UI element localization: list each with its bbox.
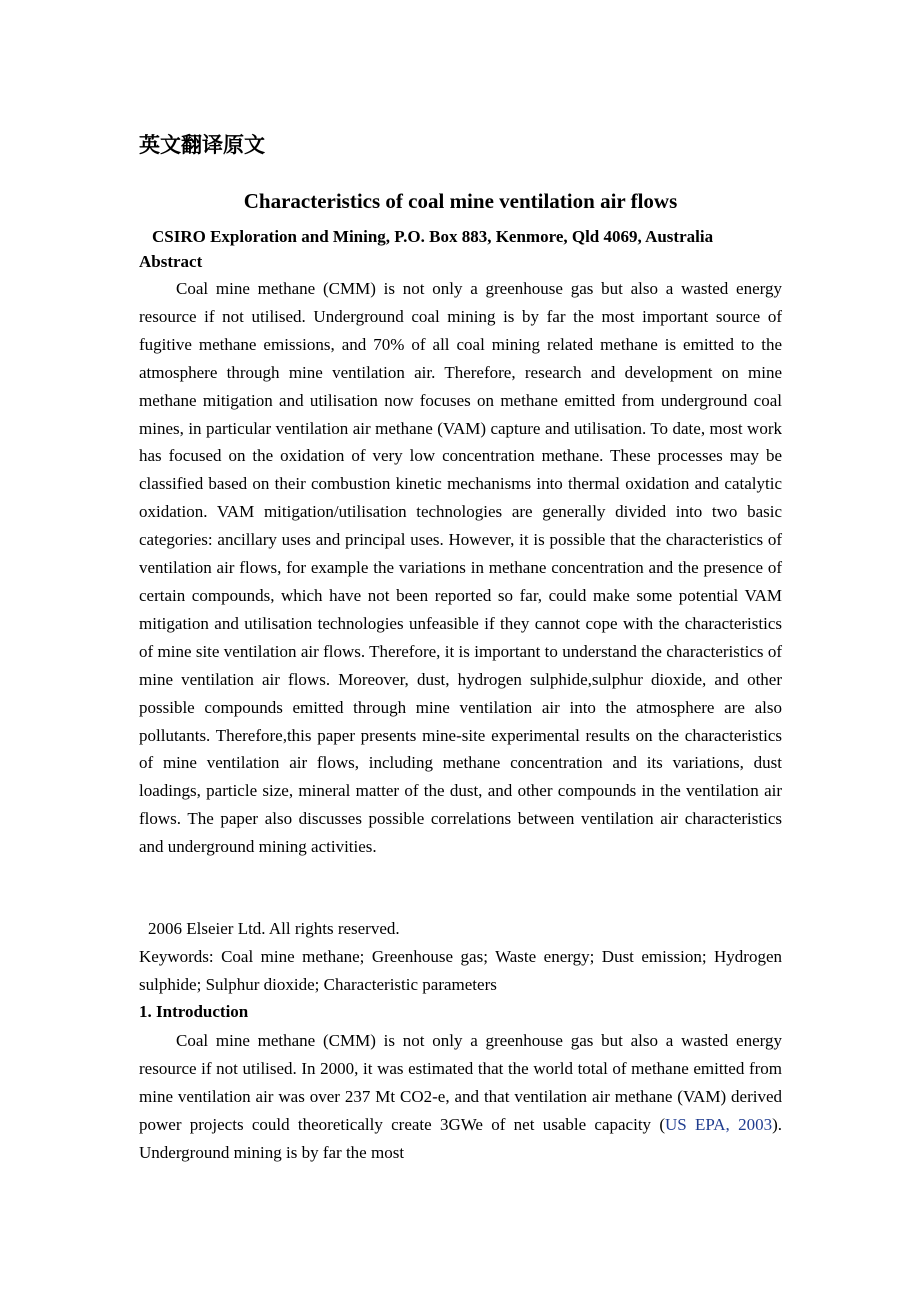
affiliation: CSIRO Exploration and Mining, P.O. Box 883, Kenmore, Qld 4069, Australia	[152, 227, 714, 246]
abstract-paragraph: Coal mine methane (CMM) is not only a greenhouse gas but also a wasted energy resource if not utilised. Underground coal mining is by far the most important source of fugitive methane emissions, and 70% of all coal mining related methane is emitted to the atmosphere through mine ventilation air. Therefore, research and development on mine methane mitigation and utilisation now focuses on methane emitted from underground coal mines, in particular ventilation air methane (VAM) capture and utilisation. To date, most work has focused on the oxidation of very low concentration methane. These processes may be classified based on their combustion kinetic mechanisms into thermal oxidation and catalytic oxidation. VAM mitigation/utilisation technologies are generally divided into two basic categories: ancillary uses and principal uses. However, it is possible that the characteristics of ventilation air flows, for example the variations in methane concentration and the presence of certain compounds, which have not been reported so far, could make some potential VAM mitigation and utilisation technologies unfeasible if they cannot cope with the characteristics of mine site ventilation air flows. Therefore, it is important to understand the characteristics of mine ventilation air flows. Moreover, dust, hydrogen sulphide,sulphur dioxide, and other possible compounds emitted through mine ventilation air into the atmosphere are also pollutants. Therefore,this paper presents mine-site experimental results on the characteristics of mine ventilation air flows, including methane concentration and its variations, dust loadings, particle size, mineral matter of the dust, and other compounds in the ventilation air flows. The paper also discusses possible correlations between ventilation air characteristics and underground mining activities.	[139, 279, 782, 857]
intro-text-after-ref: ). Underground mining is by far the most	[139, 1114, 782, 1162]
intro-text-before-ref: Coal mine methane (CMM) is not only a greenhouse gas but also a wasted energy resource if not utilised. In 2000, it was estimated that the world total of methane emitted from mine ventilation air was over 237 Mt CO2-e, and that ventilation air methane (VAM) derived power projects could theoretically create 3GWe of net usable capacity (	[139, 1031, 782, 1134]
citation-link[interactable]: US EPA, 2003	[664, 1114, 773, 1134]
chinese-title: 英文翻译原文	[139, 133, 265, 157]
abstract-heading: Abstract	[139, 252, 203, 271]
abstract-body	[139, 275, 782, 861]
introduction-heading: 1. Introduction	[139, 1002, 249, 1021]
introduction-body	[139, 1027, 782, 1167]
introduction-paragraph	[139, 1027, 782, 1167]
copyright-line: 2006 Elseier Ltd. All rights reserved.	[148, 919, 400, 938]
paper-title: Characteristics of coal mine ventilation air flows	[243, 189, 678, 213]
keywords: Keywords: Coal mine methane; Greenhouse gas; Waste energy; Dust emission; Hydrogen sulphide; Sulphur dioxide; Characteristic parameters	[139, 947, 782, 994]
